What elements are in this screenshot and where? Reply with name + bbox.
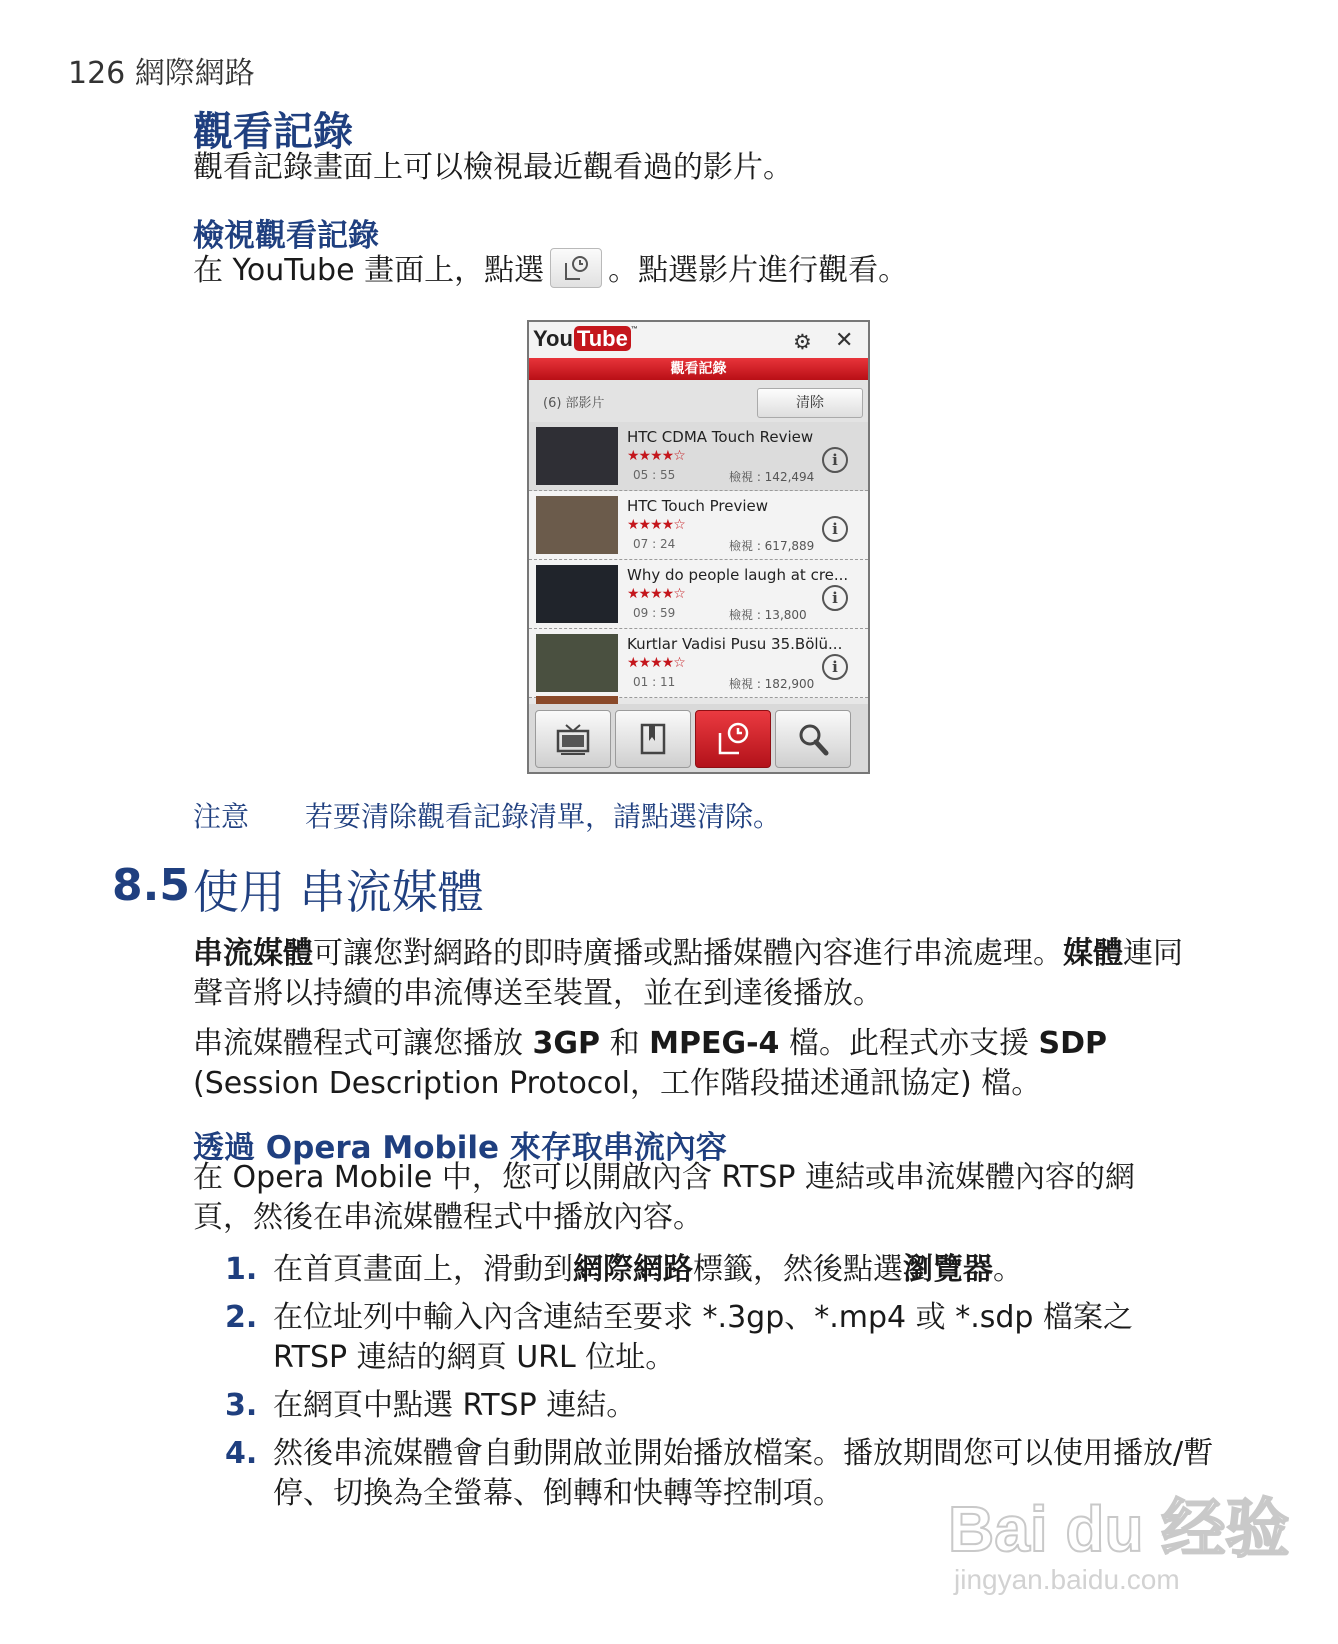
streaming-paragraph-2: 串流媒體程式可讓您播放 3GP 和 MPEG-4 檔。此程式亦支援 SDP (Session Description Protocol，工作階段描述通訊協定) 檔。 — [193, 1026, 1107, 1101]
rating-stars: ★★★★☆ — [627, 586, 685, 602]
video-title: Kurtlar Vadisi Pusu 35.Bölü... — [627, 635, 843, 653]
opera-subheading: 透過 Opera Mobile 來存取串流內容 — [193, 1130, 727, 1166]
close-icon[interactable]: ✕ — [835, 328, 854, 353]
view-history-text — [193, 248, 908, 291]
video-list-item[interactable] — [529, 491, 868, 560]
featured-tab-button[interactable] — [535, 710, 611, 768]
history-icon — [715, 721, 751, 757]
view-count: 檢視 : 13,800 — [729, 608, 807, 622]
view-history-heading: 檢視觀看記錄 — [193, 218, 379, 254]
video-thumbnail — [536, 496, 618, 554]
view-count: 檢視 : 142,494 — [729, 470, 815, 484]
note-label: 注意 — [193, 800, 250, 833]
rating-stars: ★★★★☆ — [627, 448, 685, 464]
term-streaming-media: 串流媒體 — [193, 936, 313, 971]
video-title: Why do people laugh at cre... — [627, 566, 849, 584]
page-header — [68, 48, 255, 92]
section-number: 8.5 — [112, 860, 190, 911]
step-item: 4. 然後串流媒體會自動開啟並開始播放檔案。播放期間您可以使用播放/暫停、切換為全螢幕、倒轉和快轉等控制項。 — [225, 1436, 1214, 1511]
video-thumbnail — [536, 427, 618, 485]
video-thumbnail — [536, 634, 618, 692]
info-icon[interactable]: i — [822, 654, 848, 680]
bottom-toolbar — [529, 704, 868, 772]
video-duration: 07 : 24 — [633, 537, 676, 551]
view-count: 檢視 : 617,889 — [729, 539, 815, 553]
step-item: 2. 在位址列中輸入內含連結至要求 *.3gp、*.mp4 或 *.sdp 檔案之 RTSP 連結的網頁 URL 位址。 — [225, 1300, 1133, 1375]
chapter-title: 網際網路 — [134, 56, 255, 91]
video-list-item[interactable] — [529, 560, 868, 629]
info-icon[interactable]: i — [822, 516, 848, 542]
rating-stars: ★★★★☆ — [627, 517, 685, 533]
video-title: HTC Touch Preview — [627, 497, 769, 515]
view-count: 檢視 : 182,900 — [729, 677, 815, 691]
partial-thumbnail — [536, 696, 618, 704]
search-icon — [795, 721, 831, 757]
bookmarks-tab-button[interactable] — [615, 710, 691, 768]
history-intro: 觀看記錄畫面上可以檢視最近觀看過的影片。 — [193, 150, 793, 185]
video-list-item[interactable] — [529, 629, 868, 698]
tv-icon — [555, 721, 591, 757]
video-list — [529, 422, 868, 698]
history-tab-button[interactable] — [695, 710, 771, 768]
term-media: 媒體 — [1063, 936, 1123, 971]
bookmark-icon — [635, 721, 671, 757]
search-tab-button[interactable] — [775, 710, 851, 768]
count-row — [529, 380, 868, 422]
phone-title-bar — [529, 322, 868, 360]
history-bar-title: 觀看記錄 — [529, 358, 868, 380]
step-item: 1. 在首頁畫面上，滑動到網際網路標籤，然後點選瀏覽器。 — [225, 1252, 1023, 1287]
youtube-logo: You Tube ™ — [533, 326, 638, 351]
rating-stars: ★★★★☆ — [627, 655, 685, 671]
video-list-item[interactable] — [529, 422, 868, 491]
opera-paragraph: 在 Opera Mobile 中，您可以開啟內含 RTSP 連結或串流媒體內容的網頁，然後在串流媒體程式中播放內容。 — [193, 1160, 1136, 1235]
gear-icon[interactable]: ⚙ — [793, 330, 812, 354]
page-number: 126 — [68, 56, 126, 91]
video-title: HTC CDMA Touch Review — [627, 428, 814, 446]
video-count: (6) 部影片 — [543, 396, 605, 411]
history-icon — [550, 248, 602, 288]
step-item: 3. 在網頁中點選 RTSP 連結。 — [225, 1388, 637, 1423]
baidu-watermark: Bai du 经验 jingyan.baidu.com — [948, 1493, 1290, 1595]
video-duration: 09 : 59 — [633, 606, 676, 620]
youtube-history-screenshot — [527, 320, 870, 774]
history-title: 觀看記錄 — [193, 109, 353, 155]
section-title: 使用 串流媒體 — [193, 865, 484, 919]
video-thumbnail — [536, 565, 618, 623]
info-icon[interactable]: i — [822, 585, 848, 611]
clear-button[interactable]: 清除 — [757, 388, 863, 418]
video-duration: 01 : 11 — [633, 675, 676, 689]
streaming-paragraph-1: 串流媒體可讓您對網路的即時廣播或點播媒體內容進行串流處理。媒體連同聲音將以持續的串流傳送至裝置，並在到達後播放。 — [193, 936, 1183, 1011]
note-text: 若要清除觀看記錄清單，請點選清除。 — [305, 800, 782, 833]
video-duration: 05 : 55 — [633, 468, 676, 482]
info-icon[interactable]: i — [822, 447, 848, 473]
view-text-before: 在 YouTube 畫面上，點選 — [193, 253, 545, 288]
view-text-after: 。點選影片進行觀看。 — [608, 253, 909, 288]
